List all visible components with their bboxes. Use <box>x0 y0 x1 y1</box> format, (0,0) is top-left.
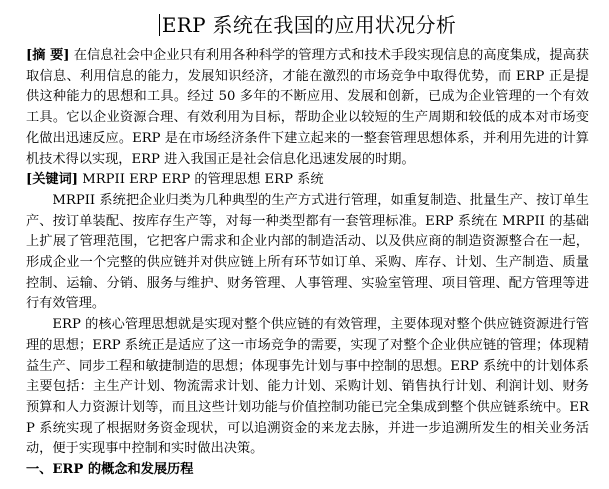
abstract-text: 在信息社会中企业只有利用各种科学的管理方式和技术手段实现信息的高度集成，提高获取信息、利用信息的能力，发展知识经济，才能在激烈的市场竞争中取得优势，而 ERP 正是提供这种能力的思想和工具。经过 50 多年的不断应用、发展和创新，已成为企业管理的一个有效工具。它以企业资源合理、有效利用为目标，帮助企业以较短的生产周期和较低的成本对市场变化做出迅速反应。ERP 是在市场经济条件下建立起来的一整套管理思想体系，并利用先进的计算机技术得以实现，ERP 进入我国正是社会信息化迅速发展的时期。 <box>26 48 589 167</box>
keywords-label: [关键词] <box>26 172 79 188</box>
abstract-paragraph <box>26 46 589 170</box>
abstract-label: [摘 要] <box>26 48 70 63</box>
body-paragraph-1: MRPII 系统把企业归类为几种典型的生产方式进行管理，如重复制造、批量生产、按订单生产、按订单装配、按库存生产等，对每一种类型都有一套管理标准。ERP 系统在 MRPII 的基础上扩展了管理范围，它把客户需求和企业内部的制造活动、以及供应商的制造资源整合在一起，形成企业一个完整的供应链并对供应链上所有环节如订单、采购、库存、计划、生产制造、质量控制、运输、分销、服务与维护、财务管理、人事管理、实验室管理、项目管理、配方管理等进行有效管理。 <box>26 192 589 312</box>
text-cursor <box>159 14 160 36</box>
keywords-line <box>26 170 589 191</box>
document-title: ERP 系统在我国的应用状况分析 <box>161 13 457 37</box>
document-title-line <box>26 10 589 40</box>
body-paragraph-2: ERP 的核心管理思想就是实现对整个供应链的有效管理，主要体现对整个供应链资源进行管理的思想；ERP 系统正是适应了这一市场竞争的需要，实现了对整个企业供应链的管理；体现精益生产、同步工程和敏捷制造的思想；体现事先计划与事中控制的思想。ERP 系统中的计划体系主要包括：主生产计划、物流需求计划、能力计划、采购计划、销售执行计划、利润计划、财务预算和人力资源计划等，而且这些计划功能与价值控制功能已完全集成到整个供应链系统中。ERP 系统实现了根据财务资金现状，可以追溯资金的来龙去脉，并进一步追溯所发生的相关业务活动，便于实现事中控制和实时做出决策。 <box>26 317 589 457</box>
section-heading: 一、ERP 的概念和发展历程 <box>26 462 194 478</box>
keywords-text: MRPII ERP ERP 的管理思想 ERP 系统 <box>82 172 324 188</box>
